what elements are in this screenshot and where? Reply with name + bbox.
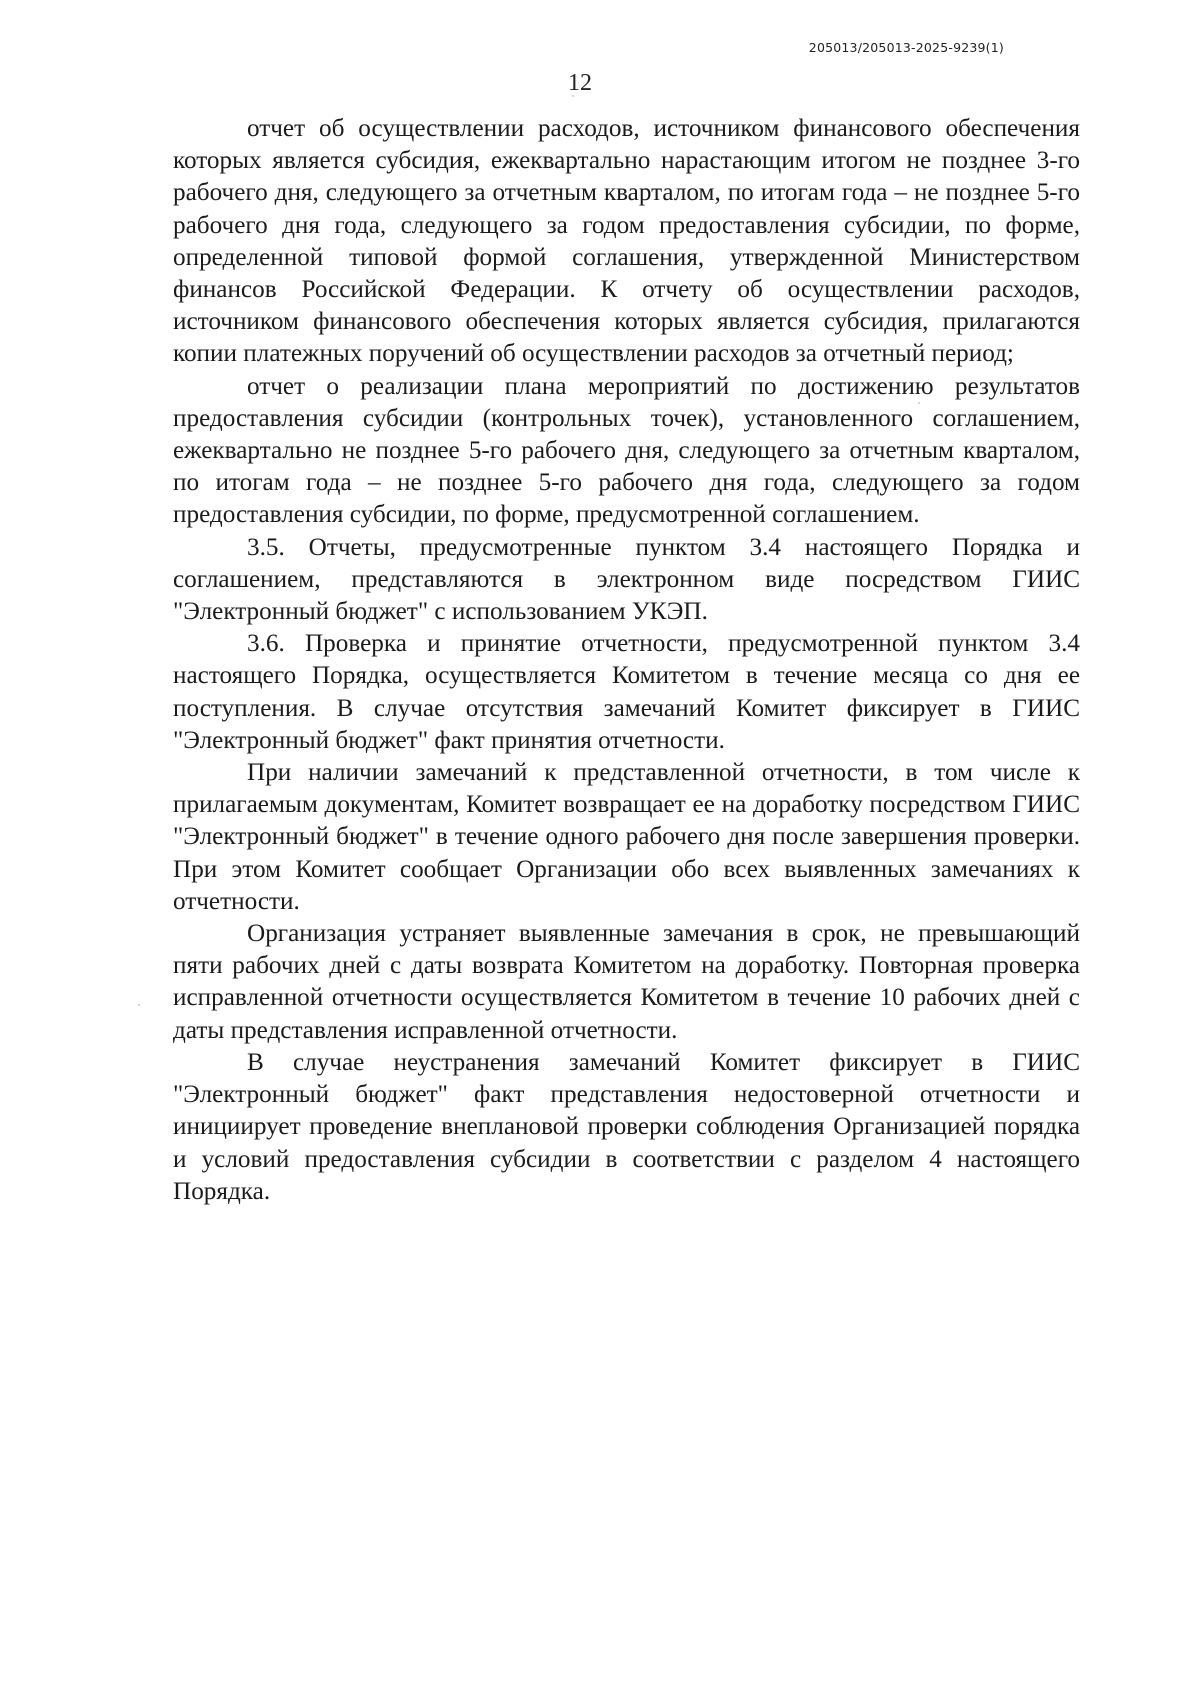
scan-speck [918,402,920,404]
paragraph-clause-3-6: 3.6. Проверка и принятие отчетности, предусмотренной пунктом 3.4 настоящего Порядка, осуществляется Комитетом в течение месяца со дня ее поступления. В случае отсутствия замечаний Комитет фиксирует в ГИИС "Электронный бюджет" факт принятия отчетности. [173,630,1080,754]
page-number: 12 [568,70,592,96]
scan-speck [572,95,574,97]
document-registration-number: 205013/205013-2025-9239(1) [808,40,1004,55]
scan-speck [138,1004,140,1006]
paragraph-unresolved-remarks: В случае неустранения замечаний Комитет фиксирует в ГИИС "Электронный бюджет" факт представления недостоверной отчетности и инициирует проведение внеплановой проверки соблюдения Организацией порядка и условий предоставления субсидии в соответствии с разделом 4 настоящего Порядка. [173,1048,1080,1205]
paragraph-remarks-return: При наличии замечаний к представленной отчетности, в том числе к прилагаемым документам, Комитет возвращает ее на доработку посредством ГИИС "Электронный бюджет" в течение одного рабочего дня после завершения проверки. При этом Комитет сообщает Организации обо всех выявленных замечаниях к отчетности. [173,759,1080,915]
paragraph-action-plan-report: отчет о реализации плана мероприятий по достижению результатов предоставления субсидии (контрольных точек), установленного соглашением, ежеквартально не позднее 5-го рабочего дня, следующего за отчетным кварталом, по итогам года – не позднее 5-го рабочего дня года, следующего за годом предоставления субсидии, по форме, предусмотренной соглашением. [173,372,1080,529]
paragraph-clause-3-5: 3.5. Отчеты, предусмотренные пунктом 3.4 настоящего Порядка и соглашением, представляются в электронном виде посредством ГИИС "Электронный бюджет" с использованием УКЭП. [173,533,1080,626]
document-body [173,113,1080,1208]
scan-speck [948,960,950,962]
paragraph-remarks-correction: Организация устраняет выявленные замечания в срок, не превышающий пяти рабочих дней с даты возврата Комитетом на доработку. Повторная проверка исправленной отчетности осуществляется Комитетом в течение 10 рабочих дней с даты представления исправленной отчетности. [173,920,1080,1044]
paragraph-expense-report: отчет об осуществлении расходов, источником финансового обеспечения которых является субсидия, ежеквартально нарастающим итогом не позднее 3-го рабочего дня, следующего за отчетным кварталом, по итогам года – не позднее 5-го рабочего дня года, следующего за годом предоставления субсидии, по форме, определенной типовой формой соглашения, утвержденной Министерством финансов Российской Федерации. К отчету об осуществлении расходов, источником финансового обеспечения которых является субсидия, прилагаются копии платежных поручений об осуществлении расходов за отчетный период; [173,115,1080,368]
